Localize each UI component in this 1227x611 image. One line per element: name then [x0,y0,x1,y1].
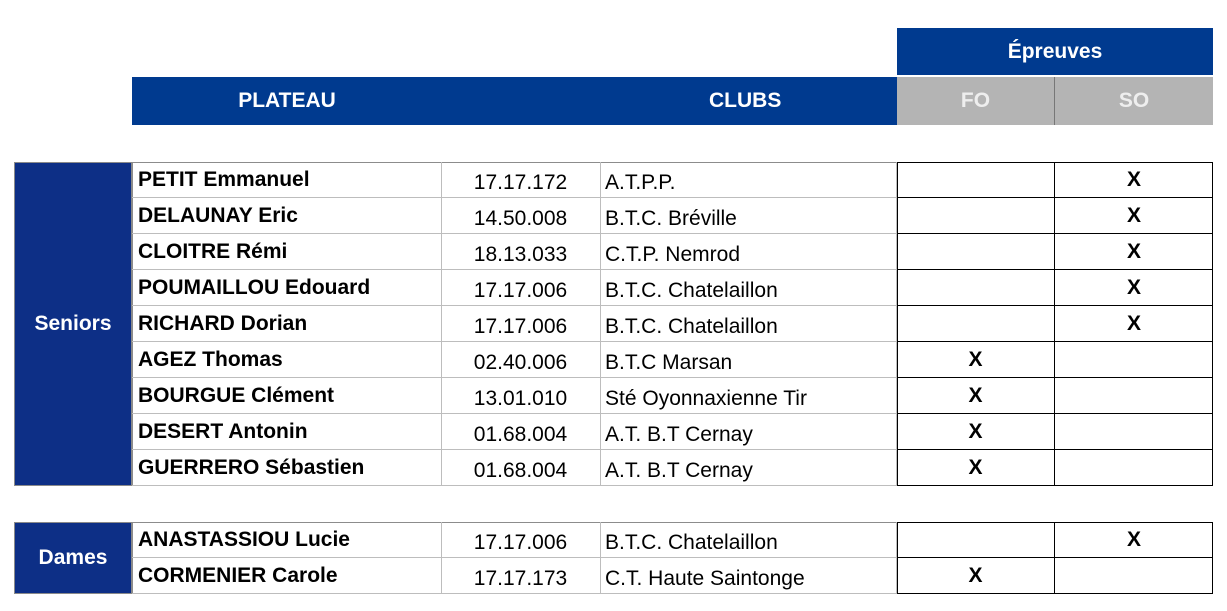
license-code: 17.17.006 [441,522,601,558]
club-name: C.T. Haute Saintonge [600,558,897,594]
fo-mark [897,522,1055,558]
participant-name: POUMAILLOU Edouard [132,270,442,306]
so-mark [1055,450,1213,486]
fo-mark [897,162,1055,198]
epreuves-header-label: Épreuves [1007,39,1103,63]
so-mark [1055,378,1213,414]
club-name: B.T.C Marsan [600,342,897,378]
group-label-seniors [14,162,132,486]
so-mark [1055,342,1213,378]
participant-name: DESERT Antonin [132,414,442,450]
fo-mark [897,306,1055,342]
license-code: 18.13.033 [441,234,601,270]
epreuves-header [897,28,1213,75]
license-code: 01.68.004 [441,450,601,486]
club-name: Sté Oyonnaxienne Tir [600,378,897,414]
fo-header-label: FO [960,89,991,112]
group-label-text: Seniors [34,312,112,335]
club-name: C.T.P. Nemrod [600,234,897,270]
participant-name: CORMENIER Carole [132,558,442,594]
club-name: B.T.C. Chatelaillon [600,270,897,306]
participant-name: DELAUNAY Eric [132,198,442,234]
club-name: A.T.P.P. [600,162,897,198]
fo-mark: X [897,558,1055,594]
group-label-text: Dames [38,546,108,569]
fo-mark [897,198,1055,234]
so-mark: X [1055,270,1213,306]
participant-name: GUERRERO Sébastien [132,450,442,486]
license-code: 17.17.172 [441,162,601,198]
club-name: B.T.C. Bréville [600,198,897,234]
so-header-label: SO [1118,89,1150,112]
license-code: 01.68.004 [441,414,601,450]
club-name: B.T.C. Chatelaillon [600,522,897,558]
fo-mark: X [897,342,1055,378]
so-mark: X [1055,162,1213,198]
fo-mark: X [897,450,1055,486]
so-header [1055,77,1213,125]
license-code: 14.50.008 [441,198,601,234]
license-code: 13.01.010 [441,378,601,414]
so-mark: X [1055,522,1213,558]
participant-name: CLOITRE Rémi [132,234,442,270]
participant-name: PETIT Emmanuel [132,162,442,198]
license-code: 17.17.173 [441,558,601,594]
group-label-dames [14,522,132,594]
fo-mark [897,270,1055,306]
so-mark: X [1055,306,1213,342]
plateau-header [132,77,442,125]
so-mark: X [1055,198,1213,234]
fo-mark [897,234,1055,270]
participant-name: RICHARD Dorian [132,306,442,342]
club-name: A.T. B.T Cernay [600,450,897,486]
club-name: A.T. B.T Cernay [600,414,897,450]
clubs-header [441,77,897,125]
so-mark: X [1055,234,1213,270]
fo-header [897,77,1055,125]
participant-name: BOURGUE Clément [132,378,442,414]
so-mark [1055,558,1213,594]
fo-mark: X [897,414,1055,450]
license-code: 17.17.006 [441,270,601,306]
participant-name: ANASTASSIOU Lucie [132,522,442,558]
license-code: 02.40.006 [441,342,601,378]
participant-name: AGEZ Thomas [132,342,442,378]
clubs-header-label: CLUBS [709,89,782,112]
fo-mark: X [897,378,1055,414]
so-mark [1055,414,1213,450]
license-code: 17.17.006 [441,306,601,342]
plateau-header-label: PLATEAU [238,89,336,112]
club-name: B.T.C. Chatelaillon [600,306,897,342]
